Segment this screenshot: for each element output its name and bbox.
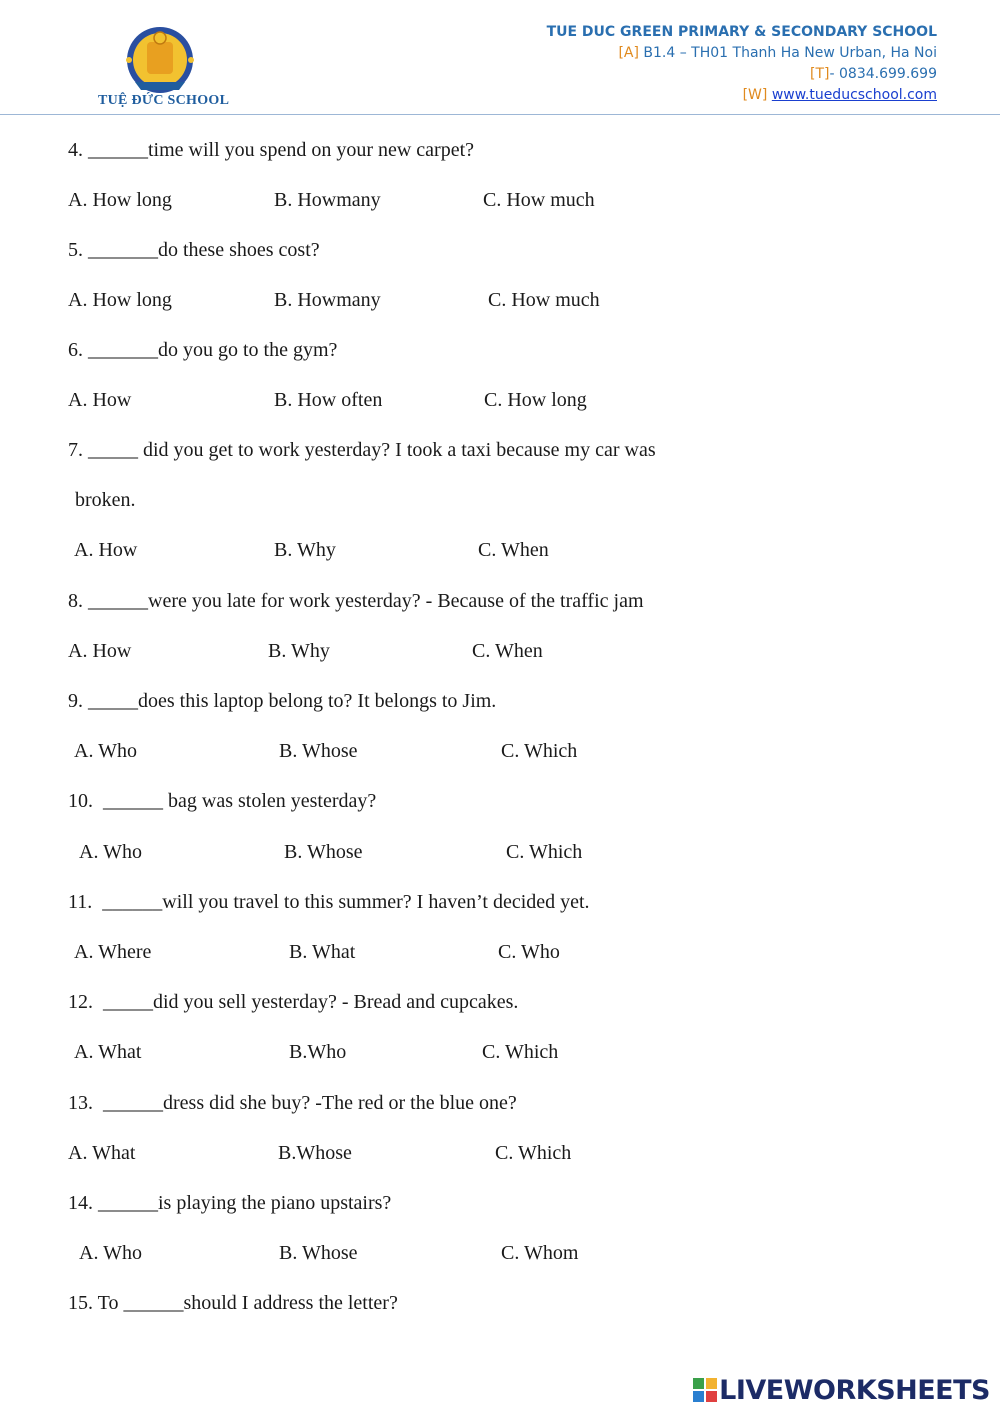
address-line <box>547 43 937 64</box>
website-tag: [W] <box>742 87 768 103</box>
q13-option-b[interactable]: B.Whose <box>278 1142 352 1164</box>
q5-option-a[interactable]: A. How long <box>68 289 172 311</box>
question-13 <box>68 1091 517 1115</box>
q13-option-c[interactable]: C. Which <box>495 1142 572 1164</box>
liveworksheets-mark-icon <box>693 1378 717 1402</box>
phone-text: - 0834.699.699 <box>829 66 937 82</box>
question-number: 15. <box>68 1292 93 1314</box>
question-text: ______time will you spend on your new carpet? <box>88 139 475 161</box>
q8-option-a[interactable]: A. How <box>68 640 132 662</box>
question-12 <box>68 990 518 1014</box>
q5-option-b[interactable]: B. Howmany <box>274 289 381 311</box>
question-11 <box>68 890 590 914</box>
question-10 <box>68 789 376 813</box>
question-text: ______ bag was stolen yesterday? <box>103 790 377 812</box>
phone-line <box>547 64 937 85</box>
school-name: TUE DUC GREEN PRIMARY & SECONDARY SCHOOL <box>546 24 937 40</box>
question-number: 13. <box>68 1092 93 1114</box>
q5-option-c[interactable]: C. How much <box>488 289 600 311</box>
question-text: _____ did you get to work yesterday? I took a taxi because my car was <box>88 439 656 461</box>
q10-option-c[interactable]: C. Which <box>506 841 583 863</box>
q8-option-b[interactable]: B. Why <box>268 640 330 662</box>
q14-option-b[interactable]: B. Whose <box>279 1242 358 1264</box>
question-14 <box>68 1191 391 1215</box>
question-text: ______is playing the piano upstairs? <box>98 1192 392 1214</box>
liveworksheets-brand: LIVEWORKSHEETS <box>719 1374 990 1406</box>
q6-option-c[interactable]: C. How long <box>484 389 587 411</box>
q12-option-a[interactable]: A. What <box>74 1041 142 1063</box>
question-5 <box>68 238 320 262</box>
question-text: _____did you sell yesterday? - Bread and cupcakes. <box>103 991 519 1013</box>
question-number: 14. <box>68 1192 93 1214</box>
question-number: 5. <box>68 239 83 261</box>
question-text: _____does this laptop belong to? It belongs to Jim. <box>88 690 497 712</box>
q7-option-c[interactable]: C. When <box>478 539 549 561</box>
question-9 <box>68 689 496 713</box>
question-8 <box>68 589 644 613</box>
q11-option-b[interactable]: B. What <box>289 941 356 963</box>
header-divider <box>0 114 1000 115</box>
q4-option-c[interactable]: C. How much <box>483 189 595 211</box>
logo-text: TUỆ ĐỨC SCHOOL <box>98 93 230 108</box>
q12-option-b[interactable]: B.Who <box>289 1041 347 1063</box>
q11-option-a[interactable]: A. Where <box>74 941 152 963</box>
address-text: B1.4 – TH01 Thanh Ha New Urban, Ha Noi <box>638 45 937 61</box>
question-number: 8. <box>68 590 83 612</box>
q13-option-a[interactable]: A. What <box>68 1142 136 1164</box>
q12-option-c[interactable]: C. Which <box>482 1041 559 1063</box>
address-tag: [A] <box>618 45 639 61</box>
question-number: 9. <box>68 690 83 712</box>
q10-option-a[interactable]: A. Who <box>79 841 142 863</box>
question-text: _______do these shoes cost? <box>88 239 320 261</box>
q9-option-b[interactable]: B. Whose <box>279 740 358 762</box>
phone-tag: [T] <box>810 66 830 82</box>
q11-option-c[interactable]: C. Who <box>498 941 560 963</box>
question-4 <box>68 138 474 162</box>
liveworksheets-logo <box>693 1375 990 1405</box>
question-number: 12. <box>68 991 93 1013</box>
q10-option-b[interactable]: B. Whose <box>284 841 363 863</box>
page-header <box>0 0 1000 118</box>
question-number: 4. <box>68 139 83 161</box>
q4-option-b[interactable]: B. Howmany <box>274 189 381 211</box>
q9-option-c[interactable]: C. Which <box>501 740 578 762</box>
question-text: ______were you late for work yesterday? - Because of the traffic jam <box>88 590 644 612</box>
q4-option-a[interactable]: A. How long <box>68 189 172 211</box>
q9-option-a[interactable]: A. Who <box>74 740 137 762</box>
question-text: ______dress did she buy? -The red or the blue one? <box>103 1092 517 1114</box>
q7-option-b[interactable]: B. Why <box>274 539 336 561</box>
question-number: 10. <box>68 790 93 812</box>
question-7 <box>68 438 656 462</box>
school-contact-block <box>547 22 937 106</box>
question-7-continuation: broken. <box>75 489 136 511</box>
q8-option-c[interactable]: C. When <box>472 640 543 662</box>
question-text: To ______should I address the letter? <box>97 1292 398 1314</box>
website-line <box>547 85 937 106</box>
q6-option-b[interactable]: B. How often <box>274 389 383 411</box>
question-text: ______will you travel to this summer? I haven’t decided yet. <box>102 891 590 913</box>
question-number: 11. <box>68 891 93 913</box>
website-link[interactable]: www.tueducschool.com <box>771 87 937 103</box>
q7-option-a[interactable]: A. How <box>74 539 138 561</box>
q14-option-a[interactable]: A. Who <box>79 1242 142 1264</box>
question-15 <box>68 1291 398 1315</box>
question-number: 7. <box>68 439 83 461</box>
q6-option-a[interactable]: A. How <box>68 389 132 411</box>
question-text: _______do you go to the gym? <box>88 339 338 361</box>
q14-option-c[interactable]: C. Whom <box>501 1242 579 1264</box>
question-6 <box>68 338 337 362</box>
question-number: 6. <box>68 339 83 361</box>
